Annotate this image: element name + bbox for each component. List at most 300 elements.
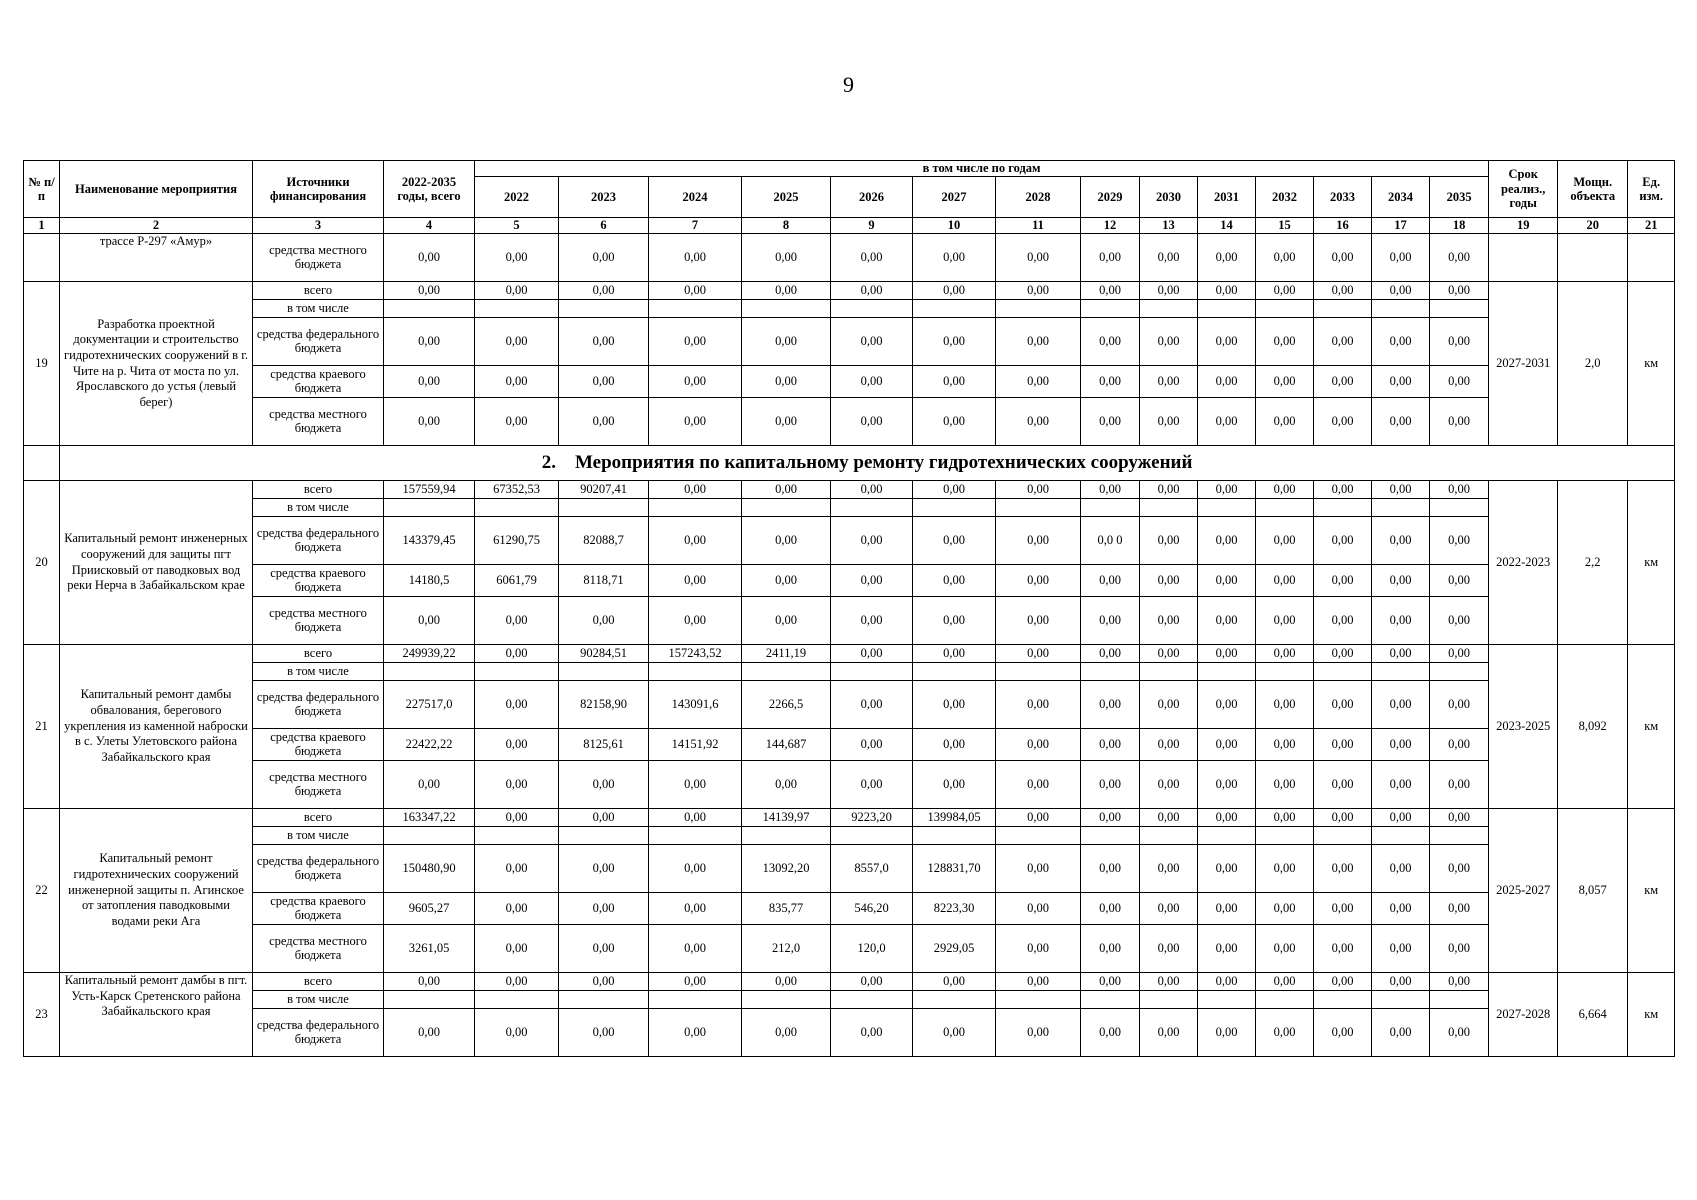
value-cell: 0,00 <box>1140 234 1198 282</box>
value-cell: 0,00 <box>831 597 913 645</box>
column-number: 14 <box>1198 218 1256 234</box>
funding-source: средства краевого бюджета <box>253 893 384 925</box>
column-number: 2 <box>60 218 253 234</box>
value-cell <box>831 663 913 681</box>
value-cell: 0,00 <box>1314 729 1372 761</box>
value-cell: 0,00 <box>996 1009 1081 1057</box>
value-cell: 2411,19 <box>742 645 831 663</box>
value-cell <box>475 499 559 517</box>
value-cell <box>1198 300 1256 318</box>
value-cell: 0,00 <box>1198 597 1256 645</box>
value-cell: 0,00 <box>1430 398 1489 446</box>
capacity-cell: 2,2 <box>1558 481 1628 645</box>
value-cell: 0,00 <box>649 925 742 973</box>
value-cell <box>559 663 649 681</box>
value-cell: 212,0 <box>742 925 831 973</box>
value-cell: 0,00 <box>475 729 559 761</box>
value-cell <box>1198 827 1256 845</box>
value-cell: 0,00 <box>996 973 1081 991</box>
table-row <box>24 234 1675 282</box>
header-name: Наименование мероприятия <box>60 161 253 218</box>
value-cell: 0,00 <box>1314 809 1372 827</box>
header-num: № п/п <box>24 161 60 218</box>
value-cell: 0,00 <box>559 973 649 991</box>
value-cell: 0,00 <box>1198 681 1256 729</box>
value-cell: 0,00 <box>742 565 831 597</box>
value-cell: 0,00 <box>1081 893 1140 925</box>
funding-source: средства местного бюджета <box>253 398 384 446</box>
value-cell: 0,0 0 <box>1081 517 1140 565</box>
unit-cell: км <box>1628 481 1675 645</box>
value-cell: 0,00 <box>831 481 913 499</box>
value-cell: 0,00 <box>1256 282 1314 300</box>
value-cell: 0,00 <box>742 282 831 300</box>
unit-cell: км <box>1628 282 1675 446</box>
value-cell <box>742 300 831 318</box>
column-number: 11 <box>996 218 1081 234</box>
value-cell <box>996 499 1081 517</box>
value-cell <box>1372 827 1430 845</box>
value-cell: 0,00 <box>996 234 1081 282</box>
value-cell: 0,00 <box>1198 893 1256 925</box>
header-total: 2022-2035 годы, всего <box>384 161 475 218</box>
value-cell: 0,00 <box>996 925 1081 973</box>
value-cell: 0,00 <box>1256 517 1314 565</box>
value-cell: 0,00 <box>1430 925 1489 973</box>
value-cell: 0,00 <box>1372 845 1430 893</box>
value-cell: 0,00 <box>742 481 831 499</box>
value-cell: 0,00 <box>1140 597 1198 645</box>
value-cell: 13092,20 <box>742 845 831 893</box>
value-cell: 0,00 <box>1256 845 1314 893</box>
value-cell: 0,00 <box>996 845 1081 893</box>
table-row <box>24 991 1675 1009</box>
value-cell <box>742 663 831 681</box>
value-cell <box>649 663 742 681</box>
value-cell <box>1314 499 1372 517</box>
value-cell: 8118,71 <box>559 565 649 597</box>
funding-source: в том числе <box>253 663 384 681</box>
value-cell: 0,00 <box>742 1009 831 1057</box>
value-cell: 0,00 <box>1081 729 1140 761</box>
value-cell: 0,00 <box>1314 366 1372 398</box>
funding-source: средства федерального бюджета <box>253 517 384 565</box>
value-cell <box>475 991 559 1009</box>
value-cell: 0,00 <box>913 318 996 366</box>
value-cell <box>1430 300 1489 318</box>
value-cell: 90284,51 <box>559 645 649 663</box>
value-cell: 0,00 <box>1256 318 1314 366</box>
value-cell: 82158,90 <box>559 681 649 729</box>
value-cell: 0,00 <box>1256 729 1314 761</box>
value-cell <box>831 300 913 318</box>
value-cell: 163347,22 <box>384 809 475 827</box>
value-cell: 0,00 <box>1256 597 1314 645</box>
value-cell: 0,00 <box>1256 973 1314 991</box>
value-cell: 0,00 <box>649 809 742 827</box>
row-number: 22 <box>24 809 60 973</box>
value-cell: 0,00 <box>831 681 913 729</box>
section-row <box>24 446 1675 481</box>
value-cell: 0,00 <box>1314 645 1372 663</box>
funding-source: всего <box>253 809 384 827</box>
value-cell: 9605,27 <box>384 893 475 925</box>
project-name: Капитальный ремонт дамбы в пгт. Усть-Карск Сретенского района Забайкальского края <box>60 973 253 1057</box>
value-cell: 0,00 <box>475 893 559 925</box>
value-cell: 0,00 <box>1081 645 1140 663</box>
value-cell <box>649 300 742 318</box>
value-cell: 0,00 <box>1198 565 1256 597</box>
value-cell: 0,00 <box>742 761 831 809</box>
value-cell: 0,00 <box>1372 282 1430 300</box>
value-cell: 2929,05 <box>913 925 996 973</box>
value-cell: 0,00 <box>996 282 1081 300</box>
value-cell: 0,00 <box>384 398 475 446</box>
value-cell: 0,00 <box>649 366 742 398</box>
value-cell: 0,00 <box>649 761 742 809</box>
value-cell: 0,00 <box>1081 925 1140 973</box>
value-cell: 90207,41 <box>559 481 649 499</box>
value-cell: 0,00 <box>1140 809 1198 827</box>
value-cell: 0,00 <box>1198 761 1256 809</box>
value-cell <box>1140 300 1198 318</box>
column-number: 13 <box>1140 218 1198 234</box>
year-header-2023: 2023 <box>559 177 649 218</box>
value-cell <box>1314 663 1372 681</box>
column-number: 16 <box>1314 218 1372 234</box>
value-cell: 0,00 <box>996 597 1081 645</box>
column-number: 18 <box>1430 218 1489 234</box>
value-cell: 0,00 <box>1430 565 1489 597</box>
table-row <box>24 925 1675 973</box>
value-cell: 61290,75 <box>475 517 559 565</box>
value-cell: 0,00 <box>1256 761 1314 809</box>
value-cell: 0,00 <box>1372 565 1430 597</box>
table-row <box>24 282 1675 300</box>
value-cell: 128831,70 <box>913 845 996 893</box>
value-cell: 0,00 <box>475 681 559 729</box>
term-cell: 2025-2027 <box>1489 809 1558 973</box>
value-cell: 0,00 <box>384 1009 475 1057</box>
table-row <box>24 845 1675 893</box>
value-cell: 0,00 <box>649 565 742 597</box>
value-cell: 0,00 <box>1198 973 1256 991</box>
value-cell: 0,00 <box>1256 366 1314 398</box>
value-cell: 0,00 <box>831 973 913 991</box>
column-number: 17 <box>1372 218 1430 234</box>
value-cell: 0,00 <box>831 282 913 300</box>
value-cell: 0,00 <box>475 845 559 893</box>
value-cell: 0,00 <box>1140 282 1198 300</box>
value-cell: 0,00 <box>913 398 996 446</box>
value-cell: 0,00 <box>559 366 649 398</box>
value-cell: 0,00 <box>475 645 559 663</box>
value-cell: 0,00 <box>1372 893 1430 925</box>
value-cell: 0,00 <box>913 681 996 729</box>
value-cell: 14180,5 <box>384 565 475 597</box>
column-number: 1 <box>24 218 60 234</box>
value-cell <box>996 663 1081 681</box>
capacity-cell: 6,664 <box>1558 973 1628 1057</box>
value-cell: 0,00 <box>559 761 649 809</box>
value-cell: 0,00 <box>1314 282 1372 300</box>
value-cell: 0,00 <box>831 234 913 282</box>
value-cell: 0,00 <box>1372 973 1430 991</box>
value-cell <box>831 991 913 1009</box>
value-cell: 0,00 <box>913 973 996 991</box>
value-cell: 0,00 <box>649 597 742 645</box>
year-header-2034: 2034 <box>1372 177 1430 218</box>
unit-cell: км <box>1628 973 1675 1057</box>
value-cell: 0,00 <box>384 597 475 645</box>
value-cell: 0,00 <box>649 517 742 565</box>
value-cell: 6061,79 <box>475 565 559 597</box>
value-cell: 0,00 <box>913 282 996 300</box>
year-header-2025: 2025 <box>742 177 831 218</box>
value-cell: 0,00 <box>742 398 831 446</box>
value-cell: 227517,0 <box>384 681 475 729</box>
row-number: 23 <box>24 973 60 1057</box>
value-cell <box>996 991 1081 1009</box>
value-cell: 0,00 <box>475 318 559 366</box>
value-cell <box>1372 991 1430 1009</box>
value-cell: 0,00 <box>1198 729 1256 761</box>
value-cell: 0,00 <box>1140 973 1198 991</box>
row-number: 20 <box>24 481 60 645</box>
value-cell: 0,00 <box>559 893 649 925</box>
value-cell: 0,00 <box>1140 893 1198 925</box>
value-cell <box>1256 827 1314 845</box>
column-number: 10 <box>913 218 996 234</box>
table-row <box>24 300 1675 318</box>
value-cell: 0,00 <box>1430 517 1489 565</box>
funding-source: средства краевого бюджета <box>253 729 384 761</box>
value-cell: 0,00 <box>559 318 649 366</box>
funding-source: средства федерального бюджета <box>253 1009 384 1057</box>
value-cell: 0,00 <box>1198 234 1256 282</box>
value-cell <box>1430 663 1489 681</box>
value-cell <box>913 499 996 517</box>
value-cell: 0,00 <box>559 234 649 282</box>
value-cell: 0,00 <box>1430 318 1489 366</box>
capacity-cell: 8,057 <box>1558 809 1628 973</box>
year-header-2022: 2022 <box>475 177 559 218</box>
funding-source: средства федерального бюджета <box>253 681 384 729</box>
value-cell <box>559 991 649 1009</box>
value-cell: 0,00 <box>1140 645 1198 663</box>
value-cell: 0,00 <box>913 234 996 282</box>
value-cell: 0,00 <box>1081 318 1140 366</box>
funding-source: средства местного бюджета <box>253 925 384 973</box>
table-row <box>24 973 1675 991</box>
value-cell: 0,00 <box>742 366 831 398</box>
value-cell: 0,00 <box>996 893 1081 925</box>
value-cell: 0,00 <box>1430 234 1489 282</box>
value-cell: 0,00 <box>913 481 996 499</box>
unit-cell: км <box>1628 809 1675 973</box>
term-cell: 2023-2025 <box>1489 645 1558 809</box>
value-cell: 157243,52 <box>649 645 742 663</box>
table-row <box>24 809 1675 827</box>
value-cell: 14151,92 <box>649 729 742 761</box>
value-cell <box>1256 991 1314 1009</box>
capacity-cell: 2,0 <box>1558 282 1628 446</box>
value-cell: 0,00 <box>913 366 996 398</box>
value-cell: 0,00 <box>831 366 913 398</box>
value-cell: 0,00 <box>1081 1009 1140 1057</box>
value-cell <box>559 499 649 517</box>
value-cell: 0,00 <box>831 729 913 761</box>
value-cell <box>1081 663 1140 681</box>
value-cell <box>649 991 742 1009</box>
value-cell: 0,00 <box>1430 761 1489 809</box>
value-cell <box>1314 991 1372 1009</box>
value-cell: 82088,7 <box>559 517 649 565</box>
value-cell: 0,00 <box>1430 282 1489 300</box>
value-cell <box>742 499 831 517</box>
value-cell <box>384 991 475 1009</box>
value-cell: 0,00 <box>1081 366 1140 398</box>
value-cell: 0,00 <box>1198 1009 1256 1057</box>
funding-source: в том числе <box>253 300 384 318</box>
value-cell: 0,00 <box>559 597 649 645</box>
column-number: 21 <box>1628 218 1675 234</box>
value-cell: 3261,05 <box>384 925 475 973</box>
value-cell <box>1198 991 1256 1009</box>
value-cell: 0,00 <box>996 565 1081 597</box>
value-cell: 0,00 <box>1256 234 1314 282</box>
value-cell: 0,00 <box>742 517 831 565</box>
value-cell: 0,00 <box>1430 845 1489 893</box>
table-row <box>24 761 1675 809</box>
value-cell: 0,00 <box>831 318 913 366</box>
value-cell: 0,00 <box>559 845 649 893</box>
value-cell: 0,00 <box>742 318 831 366</box>
value-cell: 22422,22 <box>384 729 475 761</box>
column-number: 20 <box>1558 218 1628 234</box>
value-cell: 0,00 <box>1256 1009 1314 1057</box>
value-cell: 0,00 <box>1081 845 1140 893</box>
value-cell: 0,00 <box>1081 234 1140 282</box>
value-cell: 0,00 <box>1198 398 1256 446</box>
value-cell: 143091,6 <box>649 681 742 729</box>
value-cell: 0,00 <box>996 481 1081 499</box>
value-cell: 0,00 <box>1372 318 1430 366</box>
funding-source: средства местного бюджета <box>253 234 384 282</box>
value-cell: 0,00 <box>1198 517 1256 565</box>
value-cell: 0,00 <box>996 398 1081 446</box>
year-header-2031: 2031 <box>1198 177 1256 218</box>
value-cell: 0,00 <box>913 565 996 597</box>
value-cell: 0,00 <box>384 282 475 300</box>
value-cell: 0,00 <box>1081 681 1140 729</box>
value-cell <box>384 827 475 845</box>
value-cell: 835,77 <box>742 893 831 925</box>
value-cell: 0,00 <box>1314 893 1372 925</box>
funding-source: средства местного бюджета <box>253 597 384 645</box>
value-cell <box>559 827 649 845</box>
value-cell: 14139,97 <box>742 809 831 827</box>
value-cell <box>742 991 831 1009</box>
value-cell: 0,00 <box>475 234 559 282</box>
value-cell: 0,00 <box>1256 565 1314 597</box>
value-cell: 0,00 <box>475 809 559 827</box>
value-cell: 0,00 <box>559 282 649 300</box>
value-cell: 0,00 <box>996 517 1081 565</box>
header-by-years: в том числе по годам <box>475 161 1489 177</box>
value-cell: 0,00 <box>1314 565 1372 597</box>
value-cell: 0,00 <box>475 398 559 446</box>
value-cell: 0,00 <box>1256 893 1314 925</box>
value-cell: 0,00 <box>649 234 742 282</box>
value-cell: 0,00 <box>742 234 831 282</box>
value-cell: 546,20 <box>831 893 913 925</box>
value-cell <box>1140 499 1198 517</box>
value-cell: 0,00 <box>1256 645 1314 663</box>
table-row <box>24 729 1675 761</box>
value-cell <box>384 300 475 318</box>
value-cell: 143379,45 <box>384 517 475 565</box>
value-cell: 0,00 <box>1198 925 1256 973</box>
row-number: 21 <box>24 645 60 809</box>
value-cell: 0,00 <box>1430 645 1489 663</box>
value-cell: 0,00 <box>831 517 913 565</box>
value-cell: 0,00 <box>1198 366 1256 398</box>
value-cell: 144,687 <box>742 729 831 761</box>
value-cell: 0,00 <box>1314 845 1372 893</box>
value-cell <box>1430 827 1489 845</box>
value-cell <box>475 663 559 681</box>
column-number: 9 <box>831 218 913 234</box>
value-cell: 0,00 <box>1140 845 1198 893</box>
column-number: 12 <box>1081 218 1140 234</box>
value-cell: 2266,5 <box>742 681 831 729</box>
value-cell: 120,0 <box>831 925 913 973</box>
value-cell: 0,00 <box>1430 681 1489 729</box>
value-cell: 0,00 <box>1314 318 1372 366</box>
value-cell: 0,00 <box>1140 398 1198 446</box>
value-cell: 0,00 <box>1372 481 1430 499</box>
table-row <box>24 398 1675 446</box>
value-cell <box>996 827 1081 845</box>
value-cell <box>1372 300 1430 318</box>
value-cell <box>1430 991 1489 1009</box>
value-cell: 0,00 <box>475 761 559 809</box>
value-cell: 0,00 <box>1314 234 1372 282</box>
value-cell: 0,00 <box>559 809 649 827</box>
year-header-2032: 2032 <box>1256 177 1314 218</box>
value-cell: 0,00 <box>475 282 559 300</box>
value-cell: 0,00 <box>1372 398 1430 446</box>
value-cell: 0,00 <box>996 645 1081 663</box>
value-cell <box>1256 499 1314 517</box>
value-cell <box>742 827 831 845</box>
value-cell <box>1372 663 1430 681</box>
value-cell: 0,00 <box>996 318 1081 366</box>
value-cell: 0,00 <box>1314 681 1372 729</box>
column-number-row <box>24 218 1675 234</box>
year-header-2029: 2029 <box>1081 177 1140 218</box>
value-cell: 0,00 <box>559 925 649 973</box>
value-cell: 0,00 <box>649 1009 742 1057</box>
value-cell <box>1081 300 1140 318</box>
value-cell: 0,00 <box>559 1009 649 1057</box>
unit-cell: км <box>1628 645 1675 809</box>
year-header-2030: 2030 <box>1140 177 1198 218</box>
project-name: Капитальный ремонт дамбы обвалования, берегового укрепления из каменной наброски в с. Улеты Улетовского района Забайкальского края <box>60 645 253 809</box>
value-cell <box>475 300 559 318</box>
value-cell: 0,00 <box>1430 597 1489 645</box>
